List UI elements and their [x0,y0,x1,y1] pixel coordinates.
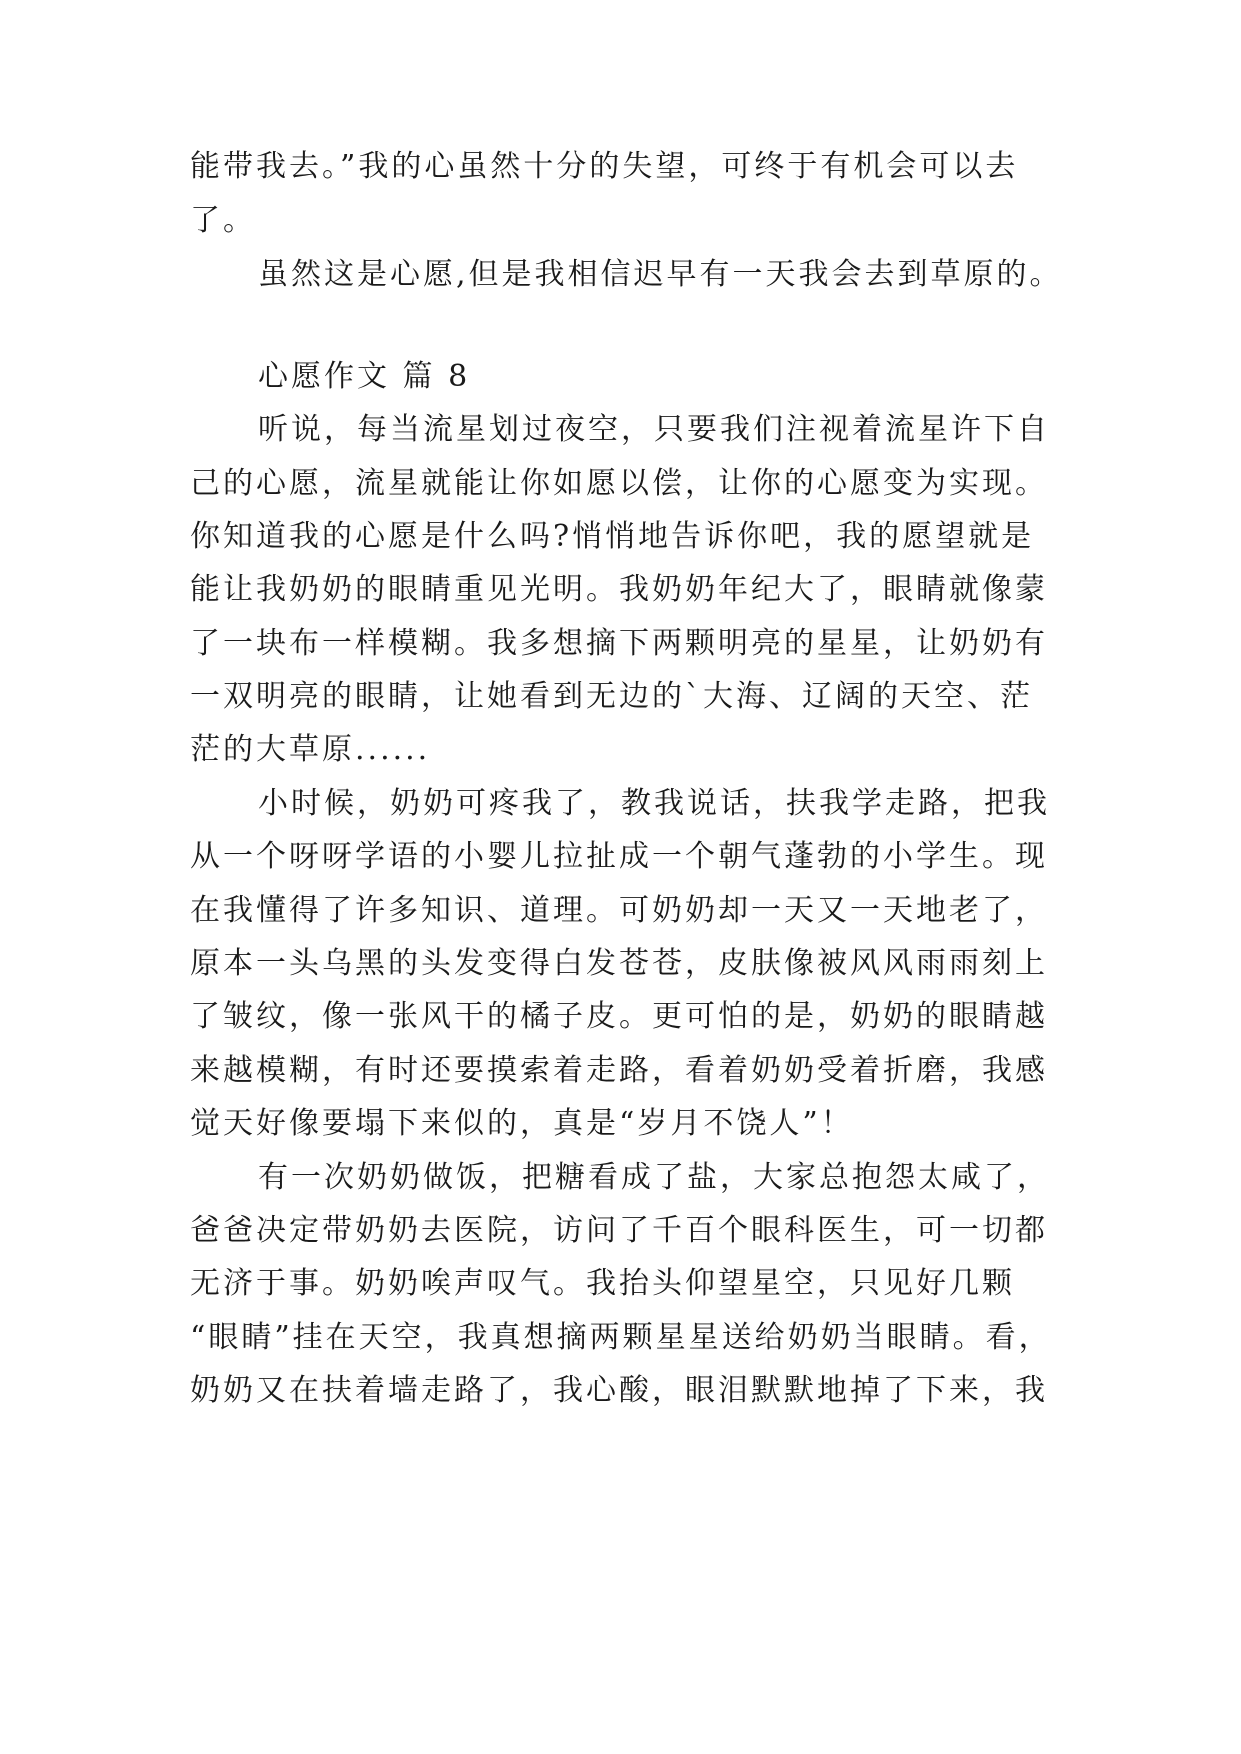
text-line: 无济于事。奶奶唉声叹气。我抬头仰望星空，只见好几颗 [190,1266,1015,1301]
text-line: 己的心愿，流星就能让你如愿以偿，让你的心愿变为实现。 [190,466,1048,501]
text-line: 奶奶又在扶着墙走路了，我心酸，眼泪默默地掉了下来，我 [190,1373,1048,1408]
text-line: 听说，每当流星划过夜空，只要我们注视着流星许下自 [258,412,1050,447]
text-line: 觉天好像要塌下来似的，真是“岁月不饶人”！ [190,1106,854,1141]
text-line: 原本一头乌黑的头发变得白发苍苍，皮肤像被风风雨雨刻上 [190,946,1048,981]
text-line: 了。 [190,203,256,238]
text-line: 能带我去。”我的心虽然十分的失望，可终于有机会可以去 [190,149,1019,184]
text-line: 虽然这是心愿,但是我相信迟早有一天我会去到草原的。 [258,257,1063,292]
text-line: 来越模糊，有时还要摸索着走路，看着奶奶受着折磨，我感 [190,1053,1048,1088]
text-line: 茫的大草原...... [190,732,431,767]
text-line: 从一个呀呀学语的小婴儿拉扯成一个朝气蓬勃的小学生。现 [190,839,1048,874]
text-line: 了皱纹，像一张风干的橘子皮。更可怕的是，奶奶的眼睛越 [190,999,1048,1034]
text-line: 有一次奶奶做饭，把糖看成了盐，大家总抱怨太咸了， [258,1160,1050,1195]
text-line: 一双明亮的眼睛，让她看到无边的`大海、辽阔的天空、茫 [190,679,1033,714]
text-line: 小时候，奶奶可疼我了，教我说话，扶我学走路，把我 [258,786,1050,821]
text-line: 爸爸决定带奶奶去医院，访问了千百个眼科医生，可一切都 [190,1213,1048,1248]
text-line: 你知道我的心愿是什么吗?悄悄地告诉你吧，我的愿望就是 [190,519,1035,554]
text-line: 能让我奶奶的眼睛重见光明。我奶奶年纪大了，眼睛就像蒙 [190,572,1048,607]
text-line: “眼睛”挂在天空，我真想摘两颗星星送给奶奶当眼睛。看， [190,1320,1052,1355]
text-line: 了一块布一样模糊。我多想摘下两颗明亮的星星，让奶奶有 [190,626,1048,661]
text-line: 在我懂得了许多知识、道理。可奶奶却一天又一天地老了， [190,893,1048,928]
section-heading: 心愿作文 篇 8 [258,359,471,394]
